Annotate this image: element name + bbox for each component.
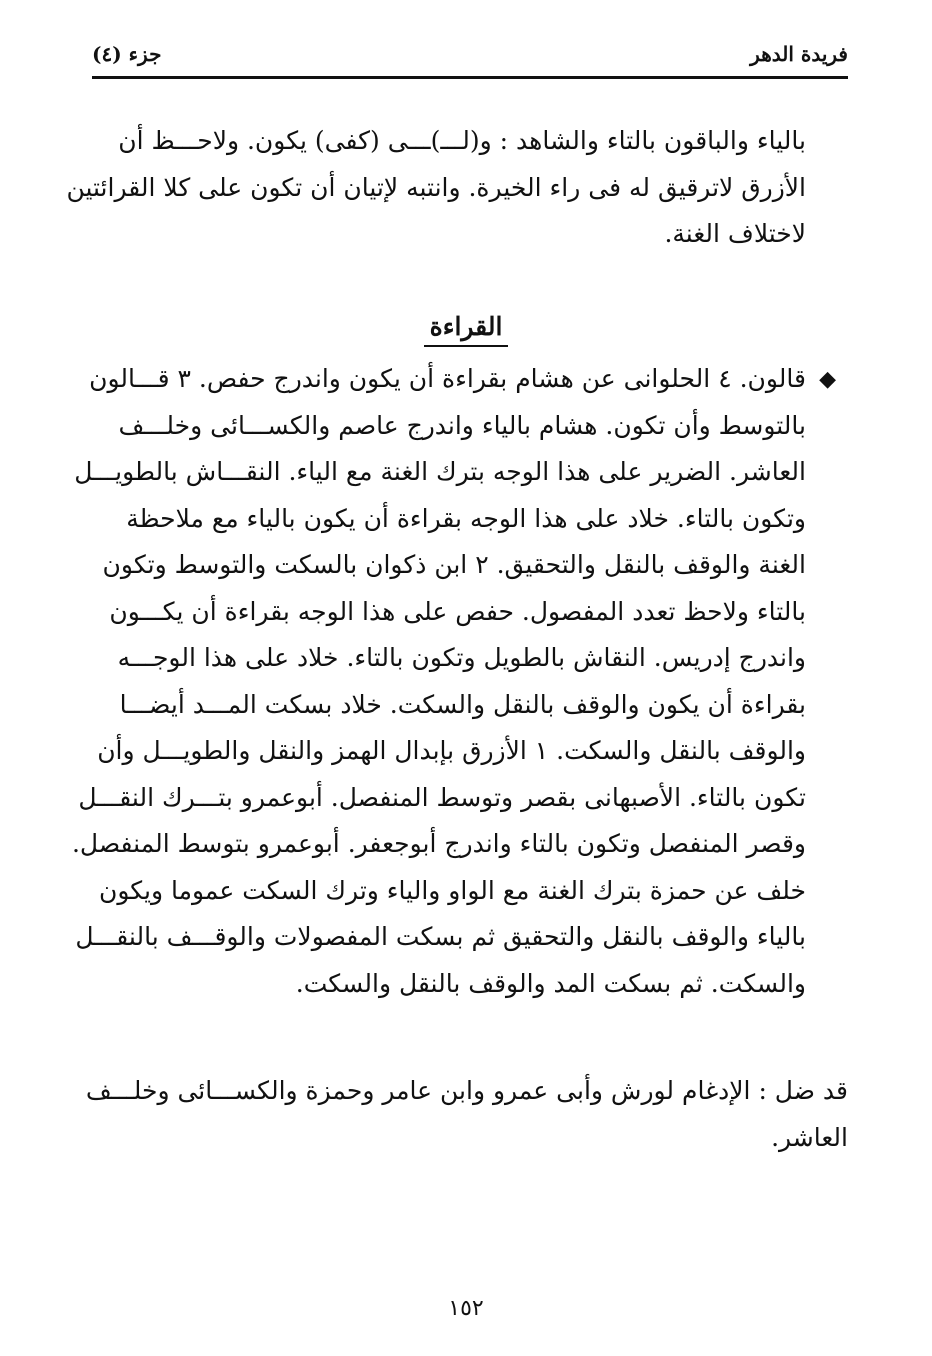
text-line: قالون. ٤ الحلوانى عن هشام بقراءة أن يكون واندرج حفص. ٣ قـــالون bbox=[89, 364, 806, 393]
section-title bbox=[0, 312, 932, 341]
intro-paragraph bbox=[66, 118, 806, 258]
book-title: فريدة الدهر bbox=[750, 42, 848, 66]
text-line: بالياء والباقون بالتاء والشاهد : و(لـــ)ـــى (كفى) يكون. ولاحـــظ أن bbox=[118, 126, 806, 155]
text-line: الأزرق لاترقيق له فى راء الخيرة. وانتبه لإتيان أن تكون على كلا القرائتين bbox=[66, 172, 806, 202]
reading-paragraph bbox=[71, 356, 806, 1007]
page-header bbox=[92, 40, 848, 79]
text-line: واندرج إدريس. النقاش بالطويل وتكون بالتاء. خلاد على هذا الوجـــه bbox=[117, 643, 806, 672]
part-label: جزء (٤) bbox=[92, 42, 162, 66]
text-line: العاشر. الضرير على هذا الوجه بترك الغنة مع الياء. النقـــاش بالطويـــل bbox=[74, 457, 806, 486]
text-line: العاشر. bbox=[771, 1122, 848, 1152]
text-line: بالتاء ولاحظ تعدد المفصول. حفص على هذا الوجه بقراءة أن يكـــون bbox=[109, 596, 806, 626]
text-line: وقصر المنفصل وتكون بالتاء واندرج أبوجعفر. أبوعمرو بتوسط المنفصل. bbox=[71, 829, 806, 858]
text-line: بالياء والوقف بالنقل والتحقيق ثم بسكت المفصولات والوقـــف بالنقـــل bbox=[75, 922, 806, 951]
diamond-bullet-icon: ◆ bbox=[819, 367, 836, 392]
note-paragraph bbox=[85, 1068, 848, 1161]
text-line: وتكون بالتاء. خلاد على هذا الوجه بقراءة أن يكون بالياء مع ملاحظة bbox=[126, 503, 806, 533]
text-line: خلف عن حمزة بترك الغنة مع الواو والياء وترك السكت عموما ويكون bbox=[98, 875, 806, 905]
text-line: لاختلاف الغنة. bbox=[664, 219, 806, 248]
text-line: بقراءة أن يكون والوقف بالنقل والسكت. خلاد بسكت المـــد أيضـــا bbox=[119, 689, 806, 719]
text-line: الغنة والوقف بالنقل والتحقيق. ٢ ابن ذكوان بالسكت والتوسط وتكون bbox=[102, 550, 806, 579]
text-line: تكون بالتاء. الأصبهانى بقصر وتوسط المنفصل. أبوعمرو بتـــرك النقـــل bbox=[78, 782, 806, 812]
text-line: بالتوسط وأن تكون. هشام بالياء واندرج عاصم والكســـائى وخلـــف bbox=[118, 410, 806, 440]
text-line: والوقف بالنقل والسكت. ١ الأزرق بإبدال الهمز والنقل والطويـــل وأن bbox=[97, 736, 806, 765]
text-line: والسكت. ثم بسكت المد والوقف بالنقل والسكت. bbox=[295, 968, 806, 998]
section-title-text: القراءة bbox=[424, 312, 509, 347]
text-line: قد ضل : الإدغام لورش وأبى عمرو وابن عامر وحمزة والكســـائى وخلـــف bbox=[85, 1076, 848, 1105]
page-number: ١٥٢ bbox=[448, 1296, 484, 1321]
